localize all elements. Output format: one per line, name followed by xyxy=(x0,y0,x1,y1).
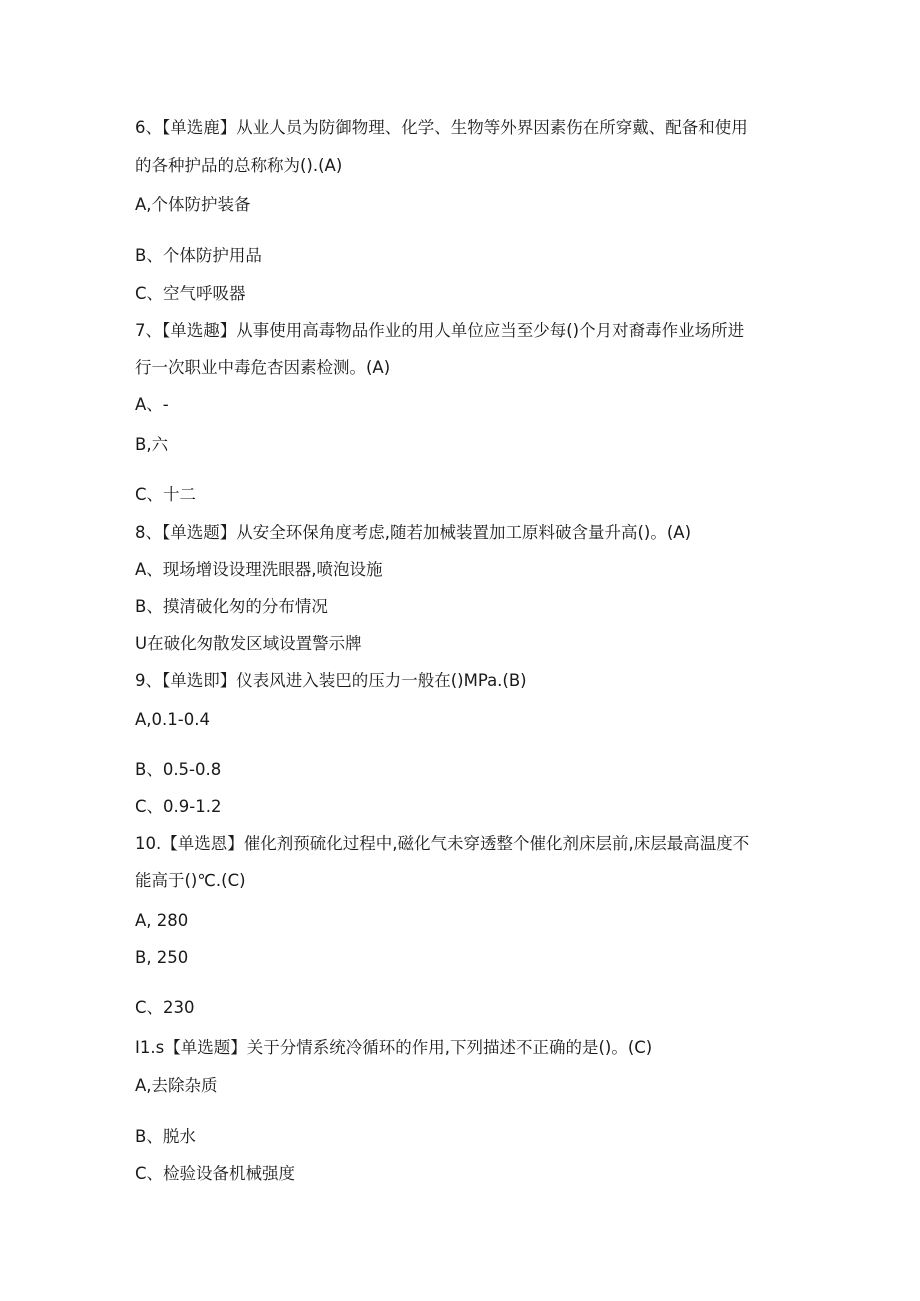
q7-stem-line2: 行一次职业中毒危杏因素检测。(A) xyxy=(135,358,391,377)
q6-stem-line1: 6、【单选鹿】从业人员为防御物理、化学、生物等外界因素伤在所穿戴、配备和使用 xyxy=(135,118,748,137)
q9-option-b: B、0.5-0.8 xyxy=(135,760,222,779)
q7-option-c: C、十二 xyxy=(135,485,197,504)
q7-stem-line1: 7、【单选趣】从事使用高毒物品作业的用人单位应当至少每()个月对裔毒作业场所进 xyxy=(135,321,745,340)
q11-option-b: B、脱水 xyxy=(135,1127,196,1146)
q9-option-a: A,0.1-0.4 xyxy=(135,710,210,729)
q10-option-b: B, 250 xyxy=(135,948,189,967)
q8-option-b: B、摸清破化匆的分布情况 xyxy=(135,597,328,616)
q11-stem: I1.s【单选题】关于分情系统冷循环的作用,下列描述不正确的是()。(C) xyxy=(135,1038,653,1057)
q11-option-a: A,去除杂质 xyxy=(135,1076,218,1095)
q11-option-c: C、检验设备机械强度 xyxy=(135,1164,296,1183)
q8-option-c: U在破化匆散发区域设置警示牌 xyxy=(135,634,362,653)
q10-option-a: A, 280 xyxy=(135,911,189,930)
q9-option-c: C、0.9-1.2 xyxy=(135,797,222,816)
q6-stem-line2: 的各种护品的总称称为().(A) xyxy=(135,156,343,175)
q6-option-a: A,个体防护装备 xyxy=(135,195,251,214)
q8-stem: 8、【单选题】从安全环保角度考虑,随若加械装置加工原料破含量升高()。(A) xyxy=(135,523,692,542)
q8-option-a: A、现场增设设理洗眼器,喷泡设施 xyxy=(135,560,383,579)
q10-option-c: C、230 xyxy=(135,998,195,1017)
q9-stem: 9、【单选即】仪表风进入装巴的压力一般在()MPa.(B) xyxy=(135,671,527,690)
q7-option-b: B,六 xyxy=(135,435,169,454)
q6-option-b: B、个体防护用品 xyxy=(135,246,262,265)
q10-stem-line1: 10.【单选恩】催化剂预硫化过程中,磁化气未穿透整个催化剂床层前,床层最高温度不 xyxy=(135,834,750,853)
q10-stem-line2: 能高于()℃.(C) xyxy=(135,871,246,890)
q7-option-a: A、- xyxy=(135,395,169,414)
q6-option-c: C、空气呼吸器 xyxy=(135,284,246,303)
